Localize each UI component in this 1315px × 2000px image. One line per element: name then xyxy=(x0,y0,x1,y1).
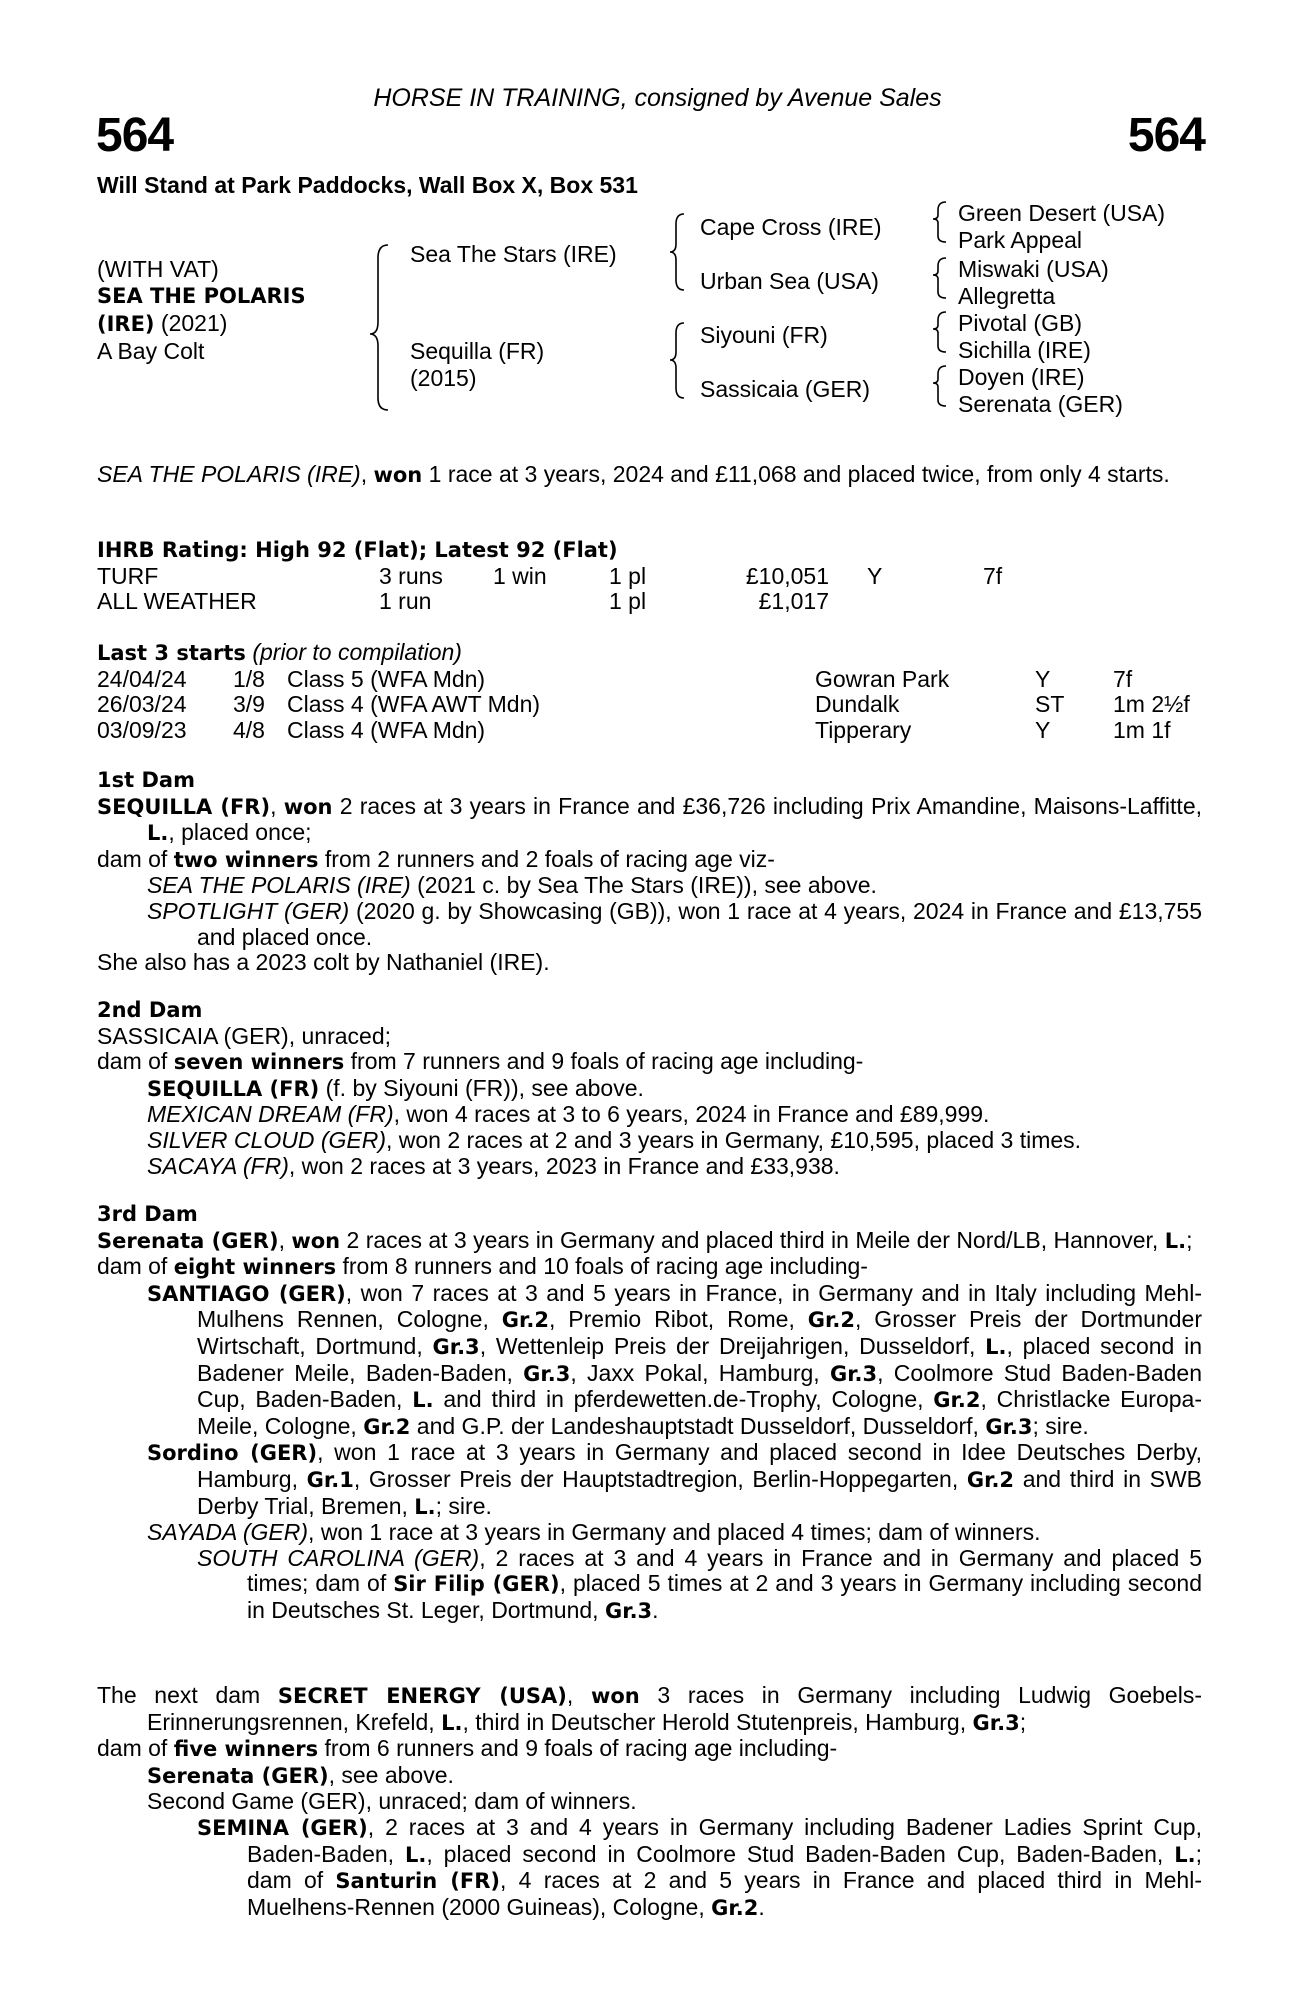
winners-count: five winners xyxy=(173,1737,319,1762)
third-dam-section xyxy=(97,1202,1202,1625)
text: , placed second in Badener Meile, Baden-Baden, xyxy=(197,1332,1202,1386)
second-dam-heading: 2nd Dam xyxy=(97,998,203,1022)
text: . xyxy=(652,1596,659,1623)
text: . xyxy=(758,1893,765,1920)
progeny-text: (f. by Siyouni (FR)), see above. xyxy=(319,1074,644,1101)
horse-name: SEA THE POLARIS xyxy=(97,284,306,308)
first-dam-also: She also has a 2023 colt by Nathaniel (IRE). xyxy=(97,949,550,976)
lot-number-right: 564 xyxy=(1127,109,1205,162)
progeny-name: Sir Filip (GER) xyxy=(393,1572,560,1597)
record-text: ; xyxy=(1186,1226,1193,1253)
text: , see above. xyxy=(328,1761,454,1788)
pedigree-sdd: Allegretta xyxy=(958,283,1056,309)
progeny-name: SEQUILLA (FR) xyxy=(147,1076,320,1101)
text: ; sire. xyxy=(1032,1412,1089,1439)
cell-race: Class 4 (WFA Mdn) xyxy=(287,716,486,743)
cell-position: 3/9 xyxy=(233,691,265,718)
last-starts-heading: Last 3 starts xyxy=(97,641,246,665)
text: , Grosser Preis der Hauptstadtregion, Berlin-Hoppegarten, xyxy=(353,1465,967,1492)
list-item xyxy=(97,1440,1202,1520)
text: 3 races in Germany including Ludwig Goebels-Erinnerungsrennen, Krefeld, xyxy=(147,1682,1202,1735)
cell-runs: 3 runs xyxy=(379,562,443,589)
cell-going: Y xyxy=(867,562,883,589)
summary-text: 1 race at 3 years, 2024 and £11,068 and placed twice, from only 4 starts. xyxy=(422,461,1170,487)
pedigree-ddd: Serenata (GER) xyxy=(958,391,1123,417)
text: , Grosser Preis der Dortmunder Wirtschaft, Dortmund, xyxy=(197,1306,1202,1359)
text: , 2 races at 3 and 4 years in France and in Germany and placed 5 times; dam of xyxy=(247,1544,1202,1597)
last-starts-section xyxy=(97,640,1202,743)
table-row xyxy=(97,667,1190,693)
grade-label: Gr.1 xyxy=(306,1467,354,1492)
text: dam of xyxy=(97,1253,174,1280)
cell-earnings: £10,051 xyxy=(745,562,829,589)
catalogue-header: HORSE IN TRAINING, consigned by Avenue Sales xyxy=(373,84,942,112)
text: and third in SWB Derby Trial, Bremen, xyxy=(197,1465,1203,1519)
list-item xyxy=(97,1128,1202,1154)
pedigree-sss: Green Desert (USA) xyxy=(958,200,1166,226)
table-row xyxy=(97,718,1190,744)
text: , placed 5 times at 2 and 3 years in Germany including second in Deutsches St. Leger, Dortmund, xyxy=(247,1570,1202,1623)
progeny-name: SACAYA (FR) xyxy=(147,1152,289,1179)
grade-label: Gr.2 xyxy=(363,1414,411,1439)
text: ; sire. xyxy=(435,1492,492,1519)
grade-label: L. xyxy=(147,821,169,846)
text: from 2 runners and 2 foals of racing age viz- xyxy=(318,845,775,872)
cell-position: 1/8 xyxy=(233,665,265,692)
horse-description: A Bay Colt xyxy=(97,338,205,364)
grade-label: Gr.3 xyxy=(972,1710,1020,1735)
cell-date: 26/03/24 xyxy=(97,691,187,718)
table-row xyxy=(97,692,1190,718)
second-dam-produce xyxy=(97,1049,1202,1076)
pedigree-sire-dam: Urban Sea (USA) xyxy=(700,268,879,294)
list-item xyxy=(97,1154,1202,1180)
text: from 7 runners and 9 foals of racing age including- xyxy=(344,1048,864,1075)
vat-label: (WITH VAT) xyxy=(97,256,219,282)
grade-label: Gr.3 xyxy=(829,1361,878,1386)
text: , Coolmore Stud Baden-Baden Cup, Baden-Baden, xyxy=(197,1359,1202,1413)
second-dam-section xyxy=(97,998,1202,1179)
record-text: 2 races at 3 years in France and £36,726 including Prix Amandine, Maisons-Laffitte, xyxy=(332,792,1203,819)
text: ; dam of xyxy=(247,1840,1203,1894)
winners-count: eight winners xyxy=(173,1255,337,1280)
won-label: won xyxy=(283,794,333,819)
list-item xyxy=(97,899,1202,950)
grade-label: L. xyxy=(1174,1842,1196,1867)
cell-runs: 1 run xyxy=(379,588,432,615)
progeny-text: , won 2 races at 3 years, 2023 in France and £33,938. xyxy=(288,1152,840,1179)
grade-label: Gr.2 xyxy=(711,1895,759,1920)
progeny-name: SILVER CLOUD (GER) xyxy=(147,1126,386,1153)
winners-count: two winners xyxy=(173,847,319,872)
grade-label: L. xyxy=(405,1842,427,1867)
text: , Christlacke Europa-Meile, Cologne, xyxy=(197,1386,1202,1439)
text: dam of xyxy=(97,1048,174,1075)
text: , won 7 races at 3 and 5 years in France, in Germany and in Italy including Mehl-Mulhens Rennen, Cologne, xyxy=(197,1279,1202,1333)
dam-name: Serenata (GER) xyxy=(97,1228,279,1253)
cell-surface: TURF xyxy=(97,562,159,589)
third-dam-heading: 3rd Dam xyxy=(97,1202,198,1226)
list-item xyxy=(97,1763,1202,1790)
text: ; xyxy=(1019,1708,1027,1735)
pedigree-sire-sire: Cape Cross (IRE) xyxy=(700,214,882,240)
last-starts-table xyxy=(97,667,1190,744)
text: The next dam xyxy=(97,1682,278,1708)
cell-wins xyxy=(493,589,609,615)
gen3-brace-4 xyxy=(933,366,946,406)
pedigree-dam-sire: Siyouni (FR) xyxy=(700,322,828,348)
pedigree-dam: Sequilla (FR) xyxy=(410,338,545,364)
text: , third in Deutscher Herold Stutenpreis, Hamburg, xyxy=(462,1708,973,1735)
gen1-brace xyxy=(370,245,388,410)
grade-label: L. xyxy=(414,1494,436,1519)
progeny-name: SPOTLIGHT (GER) xyxy=(147,897,350,924)
pedigree-dsd: Sichilla (IRE) xyxy=(958,337,1091,363)
progeny-name: SANTIAGO (GER) xyxy=(147,1281,346,1306)
first-dam-heading: 1st Dam xyxy=(97,768,195,792)
first-dam-produce xyxy=(97,847,1202,874)
grade-label: Gr.3 xyxy=(985,1414,1033,1439)
gen3-brace-1 xyxy=(933,202,946,242)
ihrb-section xyxy=(97,538,1202,615)
progeny-text: (2020 g. by Showcasing (GB)), won 1 race at 4 years, 2024 in France and £13,755 and placed once. xyxy=(197,897,1203,950)
first-dam-section xyxy=(97,768,1202,976)
progeny-text: , won 2 races at 2 and 3 years in Germany, £10,595, placed 3 times. xyxy=(386,1126,1082,1153)
cell-course: Dundalk xyxy=(815,691,900,718)
won-label: won xyxy=(291,1228,341,1253)
text: , won 1 race at 3 years in Germany and placed second in Idee Deutsches Derby, Hamburg, xyxy=(197,1439,1203,1492)
cell-distance: 1m 2½f xyxy=(1113,691,1190,718)
stand-location: Will Stand at Park Paddocks, Wall Box X, Box 531 xyxy=(97,172,638,198)
pedigree-sds: Miswaki (USA) xyxy=(958,256,1109,282)
gen2-brace-top xyxy=(670,214,684,290)
horse-suffix: (IRE) xyxy=(97,312,155,336)
text: from 8 runners and 10 foals of racing age including- xyxy=(336,1253,868,1280)
ihrb-heading: IHRB Rating: High 92 (Flat); Latest 92 (Flat) xyxy=(97,538,618,562)
table-row xyxy=(97,589,1002,615)
dam-name: SEQUILLA (FR) xyxy=(97,794,271,819)
second-dam-record: SASSICAIA (GER), unraced; xyxy=(97,1022,392,1049)
progeny-name: Santurin (FR) xyxy=(335,1869,501,1894)
won-label: won xyxy=(590,1684,640,1708)
pedigree-dam-dam: Sassicaia (GER) xyxy=(700,376,870,402)
cell-earnings: £1,017 xyxy=(758,588,829,615)
progeny-text: , won 4 races at 3 to 6 years, 2024 in France and £89,999. xyxy=(393,1101,990,1128)
next-dam-section xyxy=(97,1683,1202,1921)
grade-label: Gr.2 xyxy=(807,1308,855,1333)
text: from 6 runners and 9 foals of racing age including- xyxy=(318,1735,838,1762)
text: , won 1 race at 3 years in Germany and placed 4 times; dam of winners. xyxy=(308,1519,1041,1546)
cell-distance: 1m 1f xyxy=(1113,716,1171,743)
cell-course: Tipperary xyxy=(815,716,912,743)
progeny-name: SEMINA (GER) xyxy=(197,1815,368,1840)
cell-race: Class 5 (WFA Mdn) xyxy=(287,665,486,692)
ihrb-table xyxy=(97,564,1002,615)
text: , Premio Ribot, Rome, xyxy=(548,1306,808,1333)
cell-going xyxy=(867,589,983,615)
grade-label: L. xyxy=(1164,1228,1187,1253)
last-starts-note: (prior to compilation) xyxy=(245,639,462,665)
record-text: 2 races at 3 years in Germany and placed third in Meile der Nord/LB, Hannover, xyxy=(340,1226,1165,1253)
cell-date: 03/09/23 xyxy=(97,716,187,743)
cell-distance: 7f xyxy=(983,562,1003,589)
list-item: Second Game (GER), unraced; dam of winners. xyxy=(147,1788,637,1815)
grade-label: L. xyxy=(412,1388,434,1413)
gen3-brace-3 xyxy=(933,312,946,352)
pedigree-sire: Sea The Stars (IRE) xyxy=(410,241,617,267)
text: and G.P. der Landeshauptstadt Dusseldorf, Dusseldorf, xyxy=(410,1412,986,1439)
text: dam of xyxy=(97,845,174,872)
cell-going: Y xyxy=(1035,716,1051,743)
cell-wins: 1 win xyxy=(493,562,547,589)
summary-won: won xyxy=(373,463,423,487)
lot-number-left: 564 xyxy=(96,109,174,162)
text: dam of xyxy=(97,1735,174,1762)
winners-count: seven winners xyxy=(173,1050,345,1075)
first-dam-record: SEQUILLA (FR), won 2 races at 3 years in France and £36,726 including Prix Amandine, Maisons-Laffitte, L., placed once; xyxy=(97,792,1203,846)
progeny-name: Serenata (GER) xyxy=(147,1763,329,1788)
gen3-brace-2 xyxy=(933,258,946,298)
cell-distance: 7f xyxy=(1113,665,1133,692)
grade-label: L. xyxy=(441,1710,463,1735)
next-dam-produce xyxy=(97,1736,1202,1763)
grade-label: Gr.3 xyxy=(432,1334,480,1359)
list-item xyxy=(97,1102,1202,1128)
pedigree-dss: Pivotal (GB) xyxy=(958,310,1082,336)
cell-surface: ALL WEATHER xyxy=(97,588,257,615)
third-dam-record: Serenata (GER), won 2 races at 3 years in Germany and placed third in Meile der Nord/LB, Hannover, L.; xyxy=(97,1226,1193,1253)
record-text: , placed once; xyxy=(168,819,312,846)
cell-going: ST xyxy=(1035,691,1065,718)
summary-horse-name: SEA THE POLARIS (IRE) xyxy=(97,461,361,487)
cell-pl: 1 pl xyxy=(609,562,647,589)
race-summary: SEA THE POLARIS (IRE), won 1 race at 3 years, 2024 and £11,068 and placed twice, from only 4 starts. xyxy=(97,461,1170,487)
cell-position: 4/8 xyxy=(233,716,265,743)
text: , placed second in Coolmore Stud Baden-Baden Cup, Baden-Baden, xyxy=(426,1840,1175,1867)
progeny-name: SAYADA (GER) xyxy=(147,1519,309,1546)
table-row xyxy=(97,564,1002,590)
cell-distance xyxy=(983,589,1002,615)
progeny-name: SEA THE POLARIS (IRE) xyxy=(147,872,411,899)
text: , 2 races at 3 and 4 years in Germany including Badener Ladies Sprint Cup, Baden-Baden, xyxy=(247,1813,1202,1867)
progeny-name: Sordino (GER) xyxy=(147,1441,318,1466)
pedigree-dds: Doyen (IRE) xyxy=(958,364,1085,390)
grade-label: L. xyxy=(985,1334,1007,1359)
cell-race: Class 4 (WFA AWT Mdn) xyxy=(287,691,541,718)
progeny-name: SOUTH CAROLINA (GER) xyxy=(197,1544,480,1571)
cell-pl: 1 pl xyxy=(609,588,647,615)
list-item xyxy=(97,1281,1202,1441)
list-item xyxy=(97,1076,1202,1103)
list-item xyxy=(97,1520,1202,1546)
third-dam-produce xyxy=(97,1254,1202,1281)
grade-label: Gr.3 xyxy=(604,1598,653,1623)
grade-label: Gr.3 xyxy=(523,1361,571,1386)
list-item xyxy=(97,873,1202,899)
dam-name: SECRET ENERGY (USA) xyxy=(277,1684,567,1708)
pedigree-dam-year: (2015) xyxy=(410,365,477,391)
text: , Jaxx Pokal, Hamburg, xyxy=(570,1359,830,1386)
text: , 4 races at 2 and 5 years in France and placed third in Mehl-Muelhens-Rennen (2000 Guineas), Cologne, xyxy=(247,1867,1202,1920)
gen2-brace-bottom xyxy=(670,323,684,398)
next-dam-record: The next dam SECRET ENERGY (USA), won 3 races in Germany including Ludwig Goebels-Erinnerungsrennen, Krefeld, L., third in Deutscher Herold Stutenpreis, Hamburg, Gr.3; xyxy=(97,1682,1202,1735)
cell-date: 24/04/24 xyxy=(97,665,187,692)
text: and third in pferdewetten.de-Trophy, Cologne, xyxy=(433,1386,934,1413)
list-item xyxy=(97,1815,1202,1921)
grade-label: Gr.2 xyxy=(501,1308,549,1333)
list-item xyxy=(97,1546,1202,1625)
grade-label: Gr.2 xyxy=(933,1388,981,1413)
cell-course: Gowran Park xyxy=(815,665,950,692)
progeny-text: (2021 c. by Sea The Stars (IRE)), see above. xyxy=(410,872,877,899)
pedigree-ssd: Park Appeal xyxy=(958,227,1083,253)
cell-going: Y xyxy=(1035,665,1051,692)
grade-label: Gr.2 xyxy=(966,1467,1015,1492)
progeny-name: MEXICAN DREAM (FR) xyxy=(147,1101,394,1128)
horse-year: (2021) xyxy=(154,310,228,336)
text: , Wettenleip Preis der Dreijahrigen, Dusseldorf, xyxy=(479,1332,986,1359)
